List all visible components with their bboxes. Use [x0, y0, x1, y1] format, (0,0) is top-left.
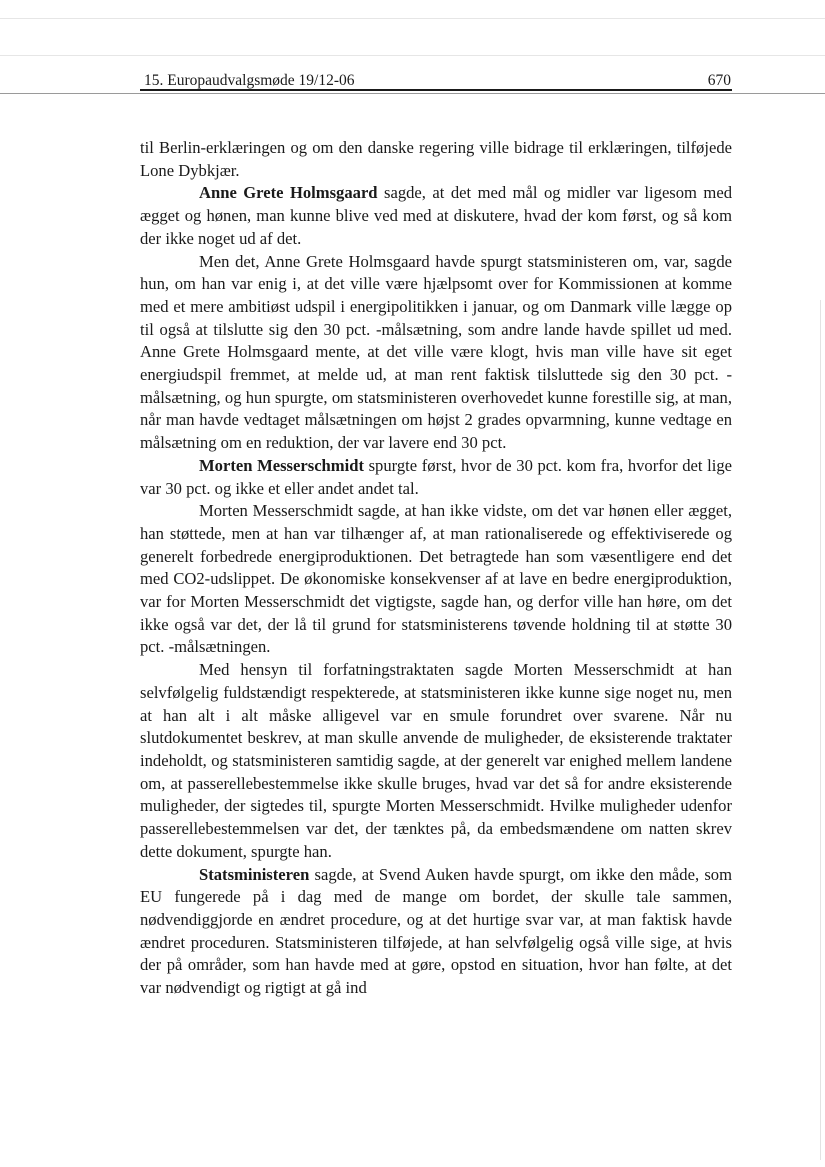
paragraph — [140, 500, 732, 659]
page-top-rule — [0, 93, 825, 94]
scan-edge-line — [0, 18, 825, 19]
paragraph — [140, 182, 732, 250]
paragraph-text: til Berlin-erklæringen og om den danske regering ville bidrage til erklæringen, tilføjede Lone Dybkjær. — [140, 138, 732, 180]
speaker-name: Anne Grete Holmsgaard — [199, 183, 378, 203]
speaker-name: Statsministeren — [199, 864, 310, 884]
paragraph — [140, 659, 732, 863]
paragraph-text: spurgte først, hvor de 30 pct. kom fra, hvorfor det lige var 30 pct. og ikke et eller andet andet tal. — [140, 455, 732, 498]
running-header — [140, 72, 731, 90]
paragraph — [140, 455, 732, 500]
paragraph — [140, 251, 732, 455]
paragraph-text: Med hensyn til forfatningstraktaten sagde Morten Messerschmidt at han selvfølgelig fuldstændigt respekterede, at statsministeren ikke kunne sige noget nu, men at han alt i alt måske alligevel var en smule forundret over svarene. Når nu slutdokumentet beskrev, at man skulle anvende de muligheder, de eksisterende traktater indeholdt, og statsministeren samtidig sagde, at der generelt var enighed mellem landene om, at passerellebestemmelse ikke skulle bruges, hvad var det så for andre eksisterende muligheder, der sigtedes til, spurgte Morten Messerschmidt. Hvilke muligheder udenfor passerellebestemmelsen var det, der tænktes på, da embedsmændene om natten skrev dette dokument, spurgte han. — [140, 660, 732, 861]
speaker-name: Morten Messerschmidt — [199, 455, 364, 475]
paragraph — [140, 864, 732, 1000]
paragraph-text: Men det, Anne Grete Holmsgaard havde spurgt statsministeren om, var, sagde hun, om han var enig i, at det ville være hjælpsomt over for Kommissionen at komme med et mere ambitiøst udspil i energipolitikken i januar, og om Danmark ville lægge op til også at tilslutte sig den 30 pct. -målsætning, som andre lande havde spillet ud med. Anne Grete Holmsgaard mente, at det ville være klogt, hvis man ville have sit eget energiudspil fremmet, at melde ud, at man rent faktisk tilsluttede sig den 30 pct. -målsætning, og hun spurgte, om statsministeren overhovedet kunne forestille sig, at man, når man havde vedtaget målsætningen om højst 2 grades opvarmning, kunne vedtage en målsætning om en reduktion, der var lavere end 30 pct. — [140, 251, 732, 453]
header-title: 15. Europaudvalgsmøde 19/12-06 — [144, 72, 355, 89]
paragraph — [140, 137, 732, 182]
header-rule — [140, 89, 732, 91]
paragraph-text: Morten Messerschmidt sagde, at han ikke vidste, om det var hønen eller ægget, han støttede, men at han var tilhænger af, at man rationaliserede og effektiviserede og generelt forbedrede energiproduktionen. Det betragtede han som væsentligere end det med CO2-udslippet. De økonomiske konsekvenser af at lave en bedre energiproduktion, var for Morten Messerschmidt det vigtigste, sagde han, og derfor ville han høre, om det ikke også var det, der lå til grund for statsministerens tøvende holdning til at støtte 30 pct. -målsætningen. — [140, 501, 732, 657]
scan-right-edge — [820, 300, 821, 1160]
paragraph-text: sagde, at Svend Auken havde spurgt, om ikke den måde, som EU fungerede på i dag med de mange om bordet, der skulle tale sammen, nødvendiggjorde en ændret procedure, og at det hurtige svar var, at man faktisk havde ændret proceduren. Statsministeren tilføjede, at han selvfølgelig også ville sige, at hvis der på områder, som han havde med at gøre, opstod en situation, hvor han følte, at det var nødvendigt og rigtigt at gå ind — [140, 864, 732, 998]
page-number: 670 — [707, 72, 731, 89]
body-text — [140, 137, 732, 1000]
paragraph-text: sagde, at det med mål og midler var ligesom med ægget og hønen, man kunne blive ved med at diskutere, hvad der kom først, og så kom der ikke noget ud af det. — [140, 183, 732, 248]
scan-edge-line — [0, 55, 825, 56]
